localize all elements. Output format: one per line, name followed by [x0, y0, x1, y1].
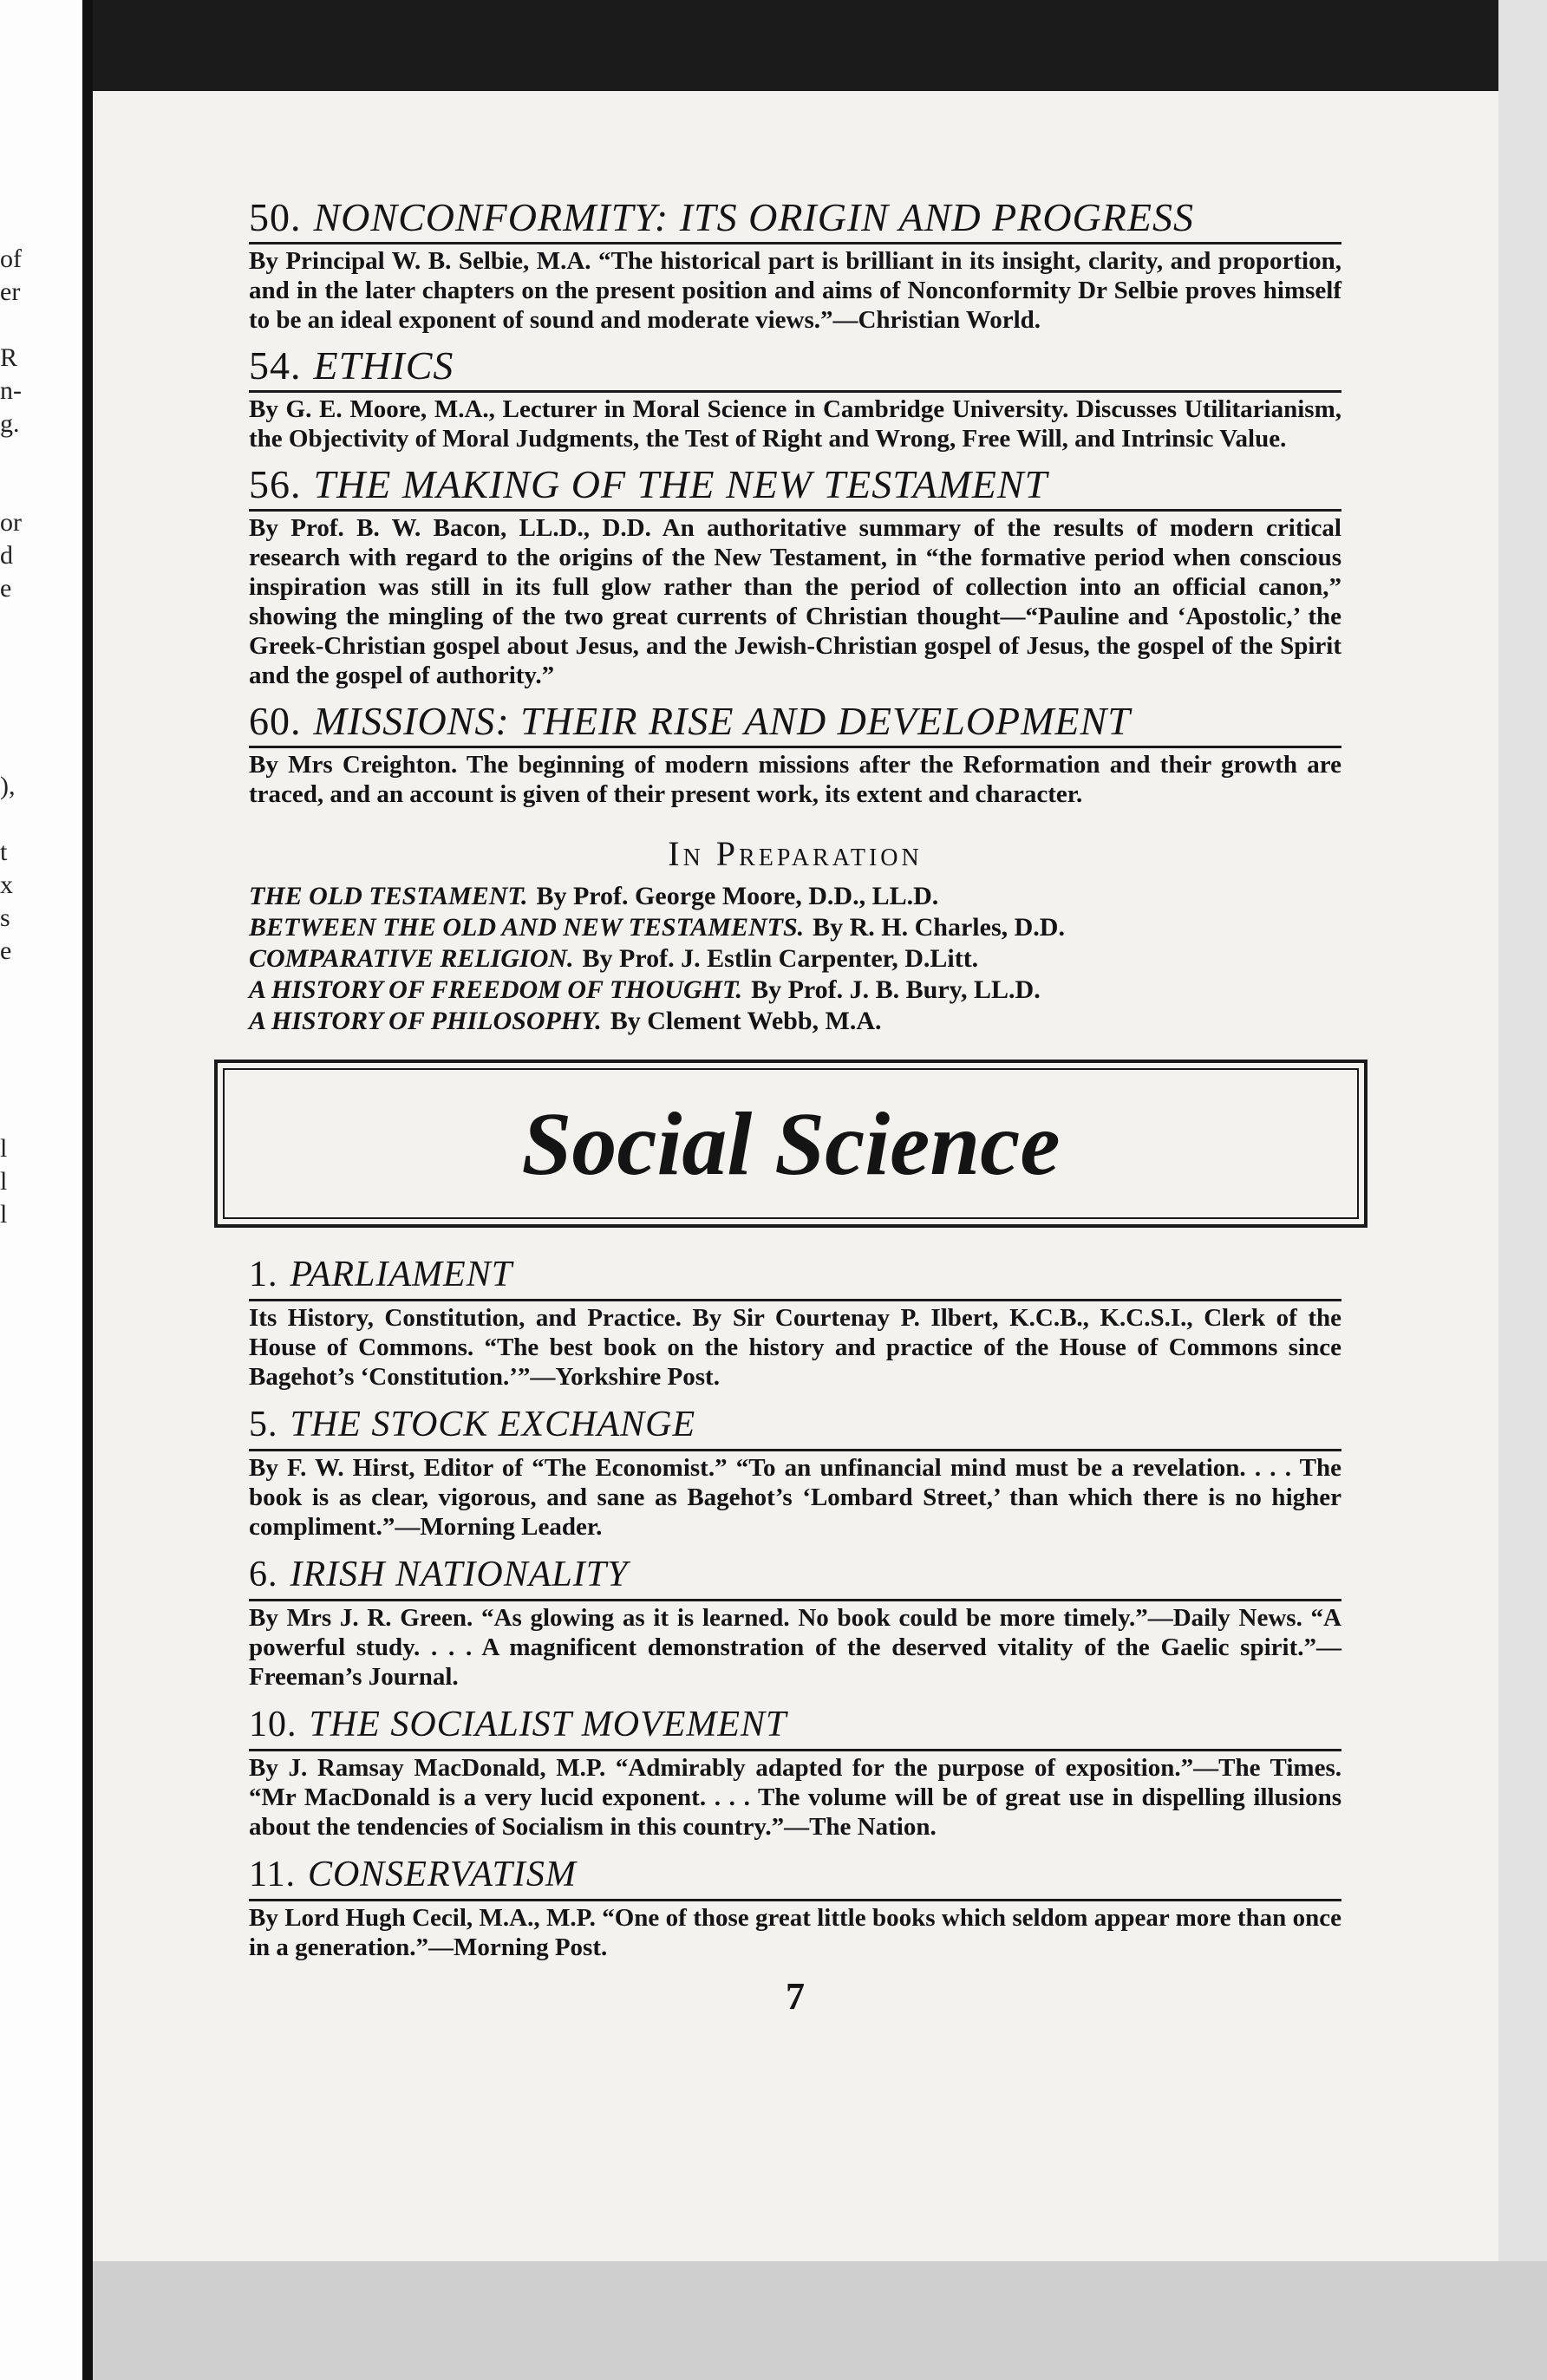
- entry-number: 11.: [249, 1855, 296, 1894]
- entry-description: By Mrs Creighton. The beginning of modern missions after the Reformation and their growth are traced, and an account is given of their present work, its extent and character.: [249, 751, 1341, 808]
- series-entry: [249, 697, 1341, 809]
- scan-top-border: [93, 0, 1547, 91]
- margin-fragment: [0, 968, 52, 1001]
- margin-fragment: [0, 1099, 52, 1132]
- entry-description: By Mrs J. R. Green. “As glowing as it is learned. No book could be more timely.”—Daily News. “A powerful study. . . . A magnificent demonstration of the deserved vitality of the Gaelic spirit.”—Freeman’s Journal.: [249, 1604, 1341, 1691]
- preparation-title: COMPARATIVE RELIGION.: [249, 944, 574, 973]
- book-page: [93, 91, 1498, 2261]
- series-two-list: [249, 1250, 1341, 1962]
- series-entry: [249, 1700, 1341, 1842]
- preparation-item: [249, 881, 1341, 912]
- entry-title: [249, 697, 1341, 748]
- entry-description: By J. Ramsay MacDonald, M.P. “Admirably adapted for the purpose of exposition.”—The Times. “Mr MacDonald is a very lucid exponent. . . . The volume will be of great use in dispelling illusions about the tendencies of Socialism in this country.”—The Nation.: [249, 1754, 1341, 1841]
- margin-fragment: R: [0, 343, 18, 372]
- series-entry: [249, 460, 1341, 690]
- preparation-list: [249, 881, 1341, 1037]
- margin-fragment: [0, 473, 52, 506]
- entry-number: 5.: [249, 1405, 278, 1444]
- margin-fragment: [0, 803, 52, 836]
- scan-right-border: [1498, 0, 1547, 2380]
- margin-fragment: [0, 737, 52, 770]
- series-entry: [249, 1250, 1341, 1392]
- entry-title: [249, 460, 1341, 512]
- entry-title: [249, 1250, 1341, 1301]
- entry-title: [249, 342, 1341, 393]
- preparation-title: THE OLD TESTAMENT.: [249, 882, 528, 910]
- entry-title: [249, 1700, 1341, 1751]
- entry-title: [249, 193, 1341, 245]
- margin-fragment: [0, 1034, 52, 1066]
- preparation-author: By Prof. J. Estlin Carpenter, D.Litt.: [582, 944, 979, 973]
- entry-title-text: IRISH NATIONALITY: [290, 1555, 629, 1594]
- entry-description: By Prof. B. W. Bacon, LL.D., D.D. An authoritative summary of the results of modern critical research with regard to the origins of the New Testament, in “the formative period when conscious inspiration was still in its full glow rather than the period of collection into an official canon,” showing the mingling of the two great currents of Christian thought—“Pauline and ‘Apostolic,’ the Greek-Christian gospel about Jesus, and the Jewish-Christian gospel of Jesus, the gospel of the Spirit and the gospel of authority.”: [249, 514, 1341, 689]
- preparation-title: A HISTORY OF FREEDOM OF THOUGHT.: [249, 975, 743, 1004]
- entry-description: By Lord Hugh Cecil, M.A., M.P. “One of those great little books which seldom appear more than once in a generation.”—Morning Post.: [249, 1904, 1341, 1961]
- margin-fragment: [0, 605, 52, 638]
- book-gutter: [82, 0, 93, 2380]
- page-content: [249, 193, 1341, 2018]
- preparation-title: BETWEEN THE OLD AND NEW TESTAMENTS.: [249, 913, 805, 942]
- entry-title-text: PARLIAMENT: [290, 1255, 513, 1294]
- preparation-item: [249, 943, 1341, 975]
- series-entry: [249, 1550, 1341, 1692]
- entry-title: [249, 1850, 1341, 1901]
- entry-title: [249, 1550, 1341, 1601]
- margin-fragment: n-: [0, 376, 22, 405]
- entry-number: 1.: [249, 1255, 278, 1294]
- margin-fragment: d: [0, 541, 13, 570]
- entry-title-text: THE SOCIALIST MOVEMENT: [309, 1705, 787, 1744]
- section-title-box: [214, 1060, 1367, 1228]
- page-number: 7: [786, 1975, 805, 2018]
- margin-fragment: e: [0, 574, 12, 603]
- entry-number: 50.: [249, 195, 302, 239]
- entry-number: 54.: [249, 343, 302, 388]
- series-entry: [249, 1850, 1341, 1962]
- margin-fragment: g.: [0, 409, 20, 438]
- entry-title-text: NONCONFORMITY: ITS ORIGIN AND PROGRESS: [313, 195, 1194, 239]
- section-title: Social Science: [521, 1093, 1061, 1194]
- margin-fragment: [0, 704, 52, 737]
- margin-fragment: or: [0, 508, 22, 537]
- preparation-author: By Prof. George Moore, D.D., LL.D.: [536, 882, 939, 910]
- margin-fragment: e: [0, 936, 12, 965]
- entry-title-text: THE MAKING OF THE NEW TESTAMENT: [313, 462, 1048, 506]
- margin-fragment: l: [0, 1200, 8, 1229]
- margin-fragment: t: [0, 838, 8, 866]
- entry-number: 60.: [249, 699, 302, 743]
- margin-fragment: ),: [0, 772, 16, 800]
- margin-fragment: er: [0, 277, 21, 306]
- margin-fragment: [0, 309, 52, 342]
- entry-title-text: ETHICS: [313, 343, 454, 388]
- preparation-item: [249, 1006, 1341, 1037]
- margin-fragment: [0, 1066, 52, 1099]
- entry-number: 6.: [249, 1555, 278, 1594]
- preparation-item: [249, 912, 1341, 943]
- entry-title: [249, 1400, 1341, 1451]
- preparation-heading: In Preparation: [668, 834, 923, 873]
- preparation-author: By R. H. Charles, D.D.: [813, 913, 1065, 942]
- margin-fragment: l: [0, 1167, 8, 1196]
- adjacent-page-text-fragments: [0, 243, 52, 1231]
- scan-bottom-border: [93, 2261, 1547, 2380]
- margin-fragment: s: [0, 903, 10, 932]
- preparation-author: By Prof. J. B. Bury, LL.D.: [751, 975, 1041, 1004]
- series-one-list: [249, 193, 1341, 809]
- preparation-item: [249, 975, 1341, 1006]
- series-entry: [249, 1400, 1341, 1542]
- entry-title-text: MISSIONS: THEIR RISE AND DEVELOPMENT: [313, 699, 1131, 743]
- series-entry: [249, 342, 1341, 453]
- entry-description: By F. W. Hirst, Editor of “The Economist.” “To an unfinancial mind must be a revelation. . . . The book is as clear, vigorous, and sane as Bagehot’s ‘Lombard Street,’ than which there is no higher compliment.”—Morning Leader.: [249, 1454, 1341, 1541]
- entry-description: By G. E. Moore, M.A., Lecturer in Moral Science in Cambridge University. Discusses Utilitarianism, the Objectivity of Moral Judgments, the Test of Right and Wrong, Free Will, and Intrinsic Value.: [249, 395, 1341, 453]
- margin-fragment: [0, 638, 52, 671]
- entry-title-text: THE STOCK EXCHANGE: [290, 1405, 696, 1444]
- margin-fragment: [0, 440, 52, 473]
- margin-fragment: [0, 671, 52, 704]
- entry-description: Its History, Constitution, and Practice. By Sir Courtenay P. Ilbert, K.C.B., K.C.S.I., Clerk of the House of Commons. “The best book on the history and practice of the House of Commons since Bagehot’s ‘Constitution.’”—Yorkshire Post.: [249, 1304, 1341, 1391]
- entry-number: 56.: [249, 462, 302, 506]
- preparation-title: A HISTORY OF PHILOSOPHY.: [249, 1007, 602, 1035]
- margin-fragment: l: [0, 1134, 8, 1163]
- preparation-author: By Clement Webb, M.A.: [610, 1007, 882, 1035]
- series-entry: [249, 193, 1341, 335]
- margin-fragment: of: [0, 245, 22, 273]
- entry-description: By Principal W. B. Selbie, M.A. “The historical part is brilliant in its insight, clarity, and proportion, and in the later chapters on the present position and aims of Nonconformity Dr Selbie proves himself to be an ideal exponent of sound and moderate views.”—Christian World.: [249, 247, 1341, 334]
- margin-fragment: [0, 1001, 52, 1034]
- entry-number: 10.: [249, 1705, 297, 1744]
- margin-fragment: x: [0, 870, 13, 899]
- entry-title-text: CONSERVATISM: [307, 1855, 577, 1894]
